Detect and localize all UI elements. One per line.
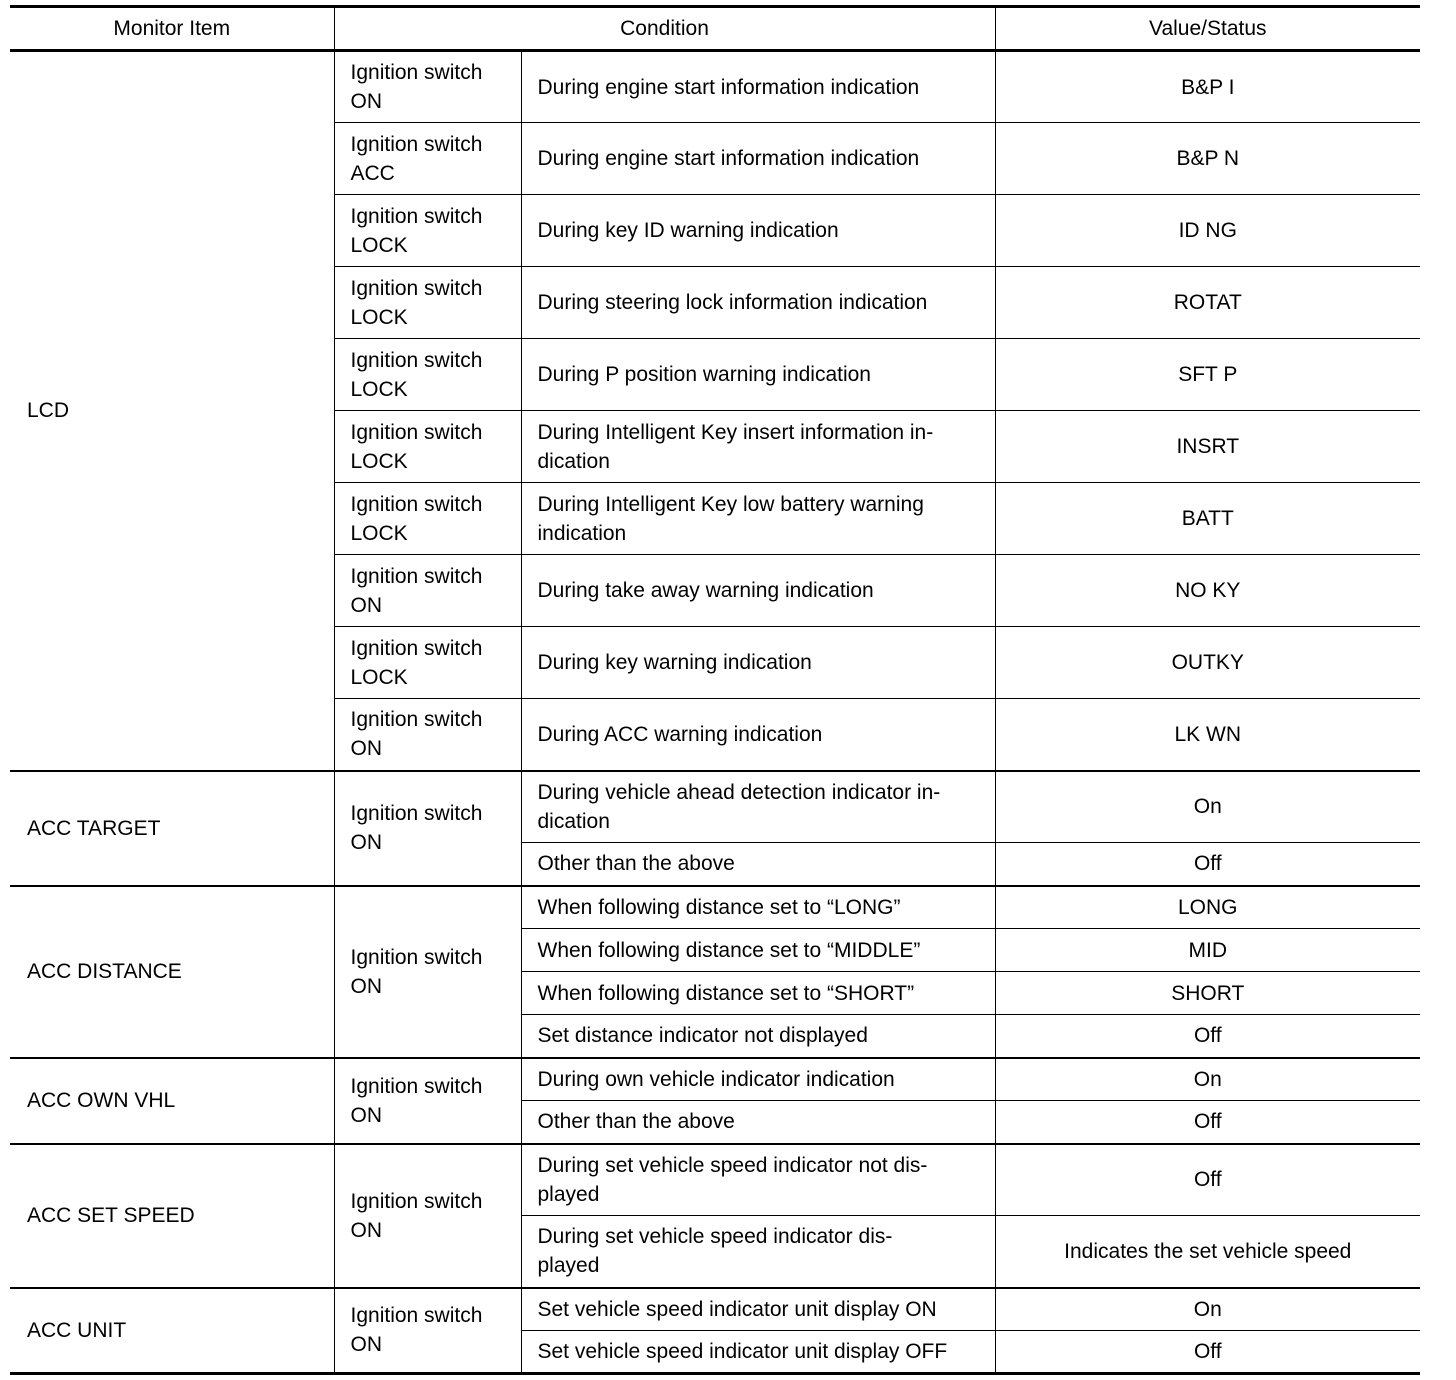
value-cell: SHORT	[995, 972, 1420, 1015]
header-value-status: Value/Status	[995, 7, 1420, 51]
condition-cell: When following distance set to “LONG”	[521, 886, 995, 929]
condition-cell: During key warning indication	[521, 627, 995, 699]
condition-cell: During set vehicle speed indicator not dis- played	[521, 1144, 995, 1216]
value-cell: On	[995, 771, 1420, 843]
condition-cell: When following distance set to “MIDDLE”	[521, 929, 995, 972]
condition-cell: Other than the above	[521, 843, 995, 886]
header-row	[10, 7, 1420, 51]
ignition-switch-cell: Ignition switch LOCK	[334, 195, 521, 267]
ignition-switch-cell: Ignition switch LOCK	[334, 627, 521, 699]
value-cell: SFT P	[995, 339, 1420, 411]
ignition-switch-cell: Ignition switch LOCK	[334, 411, 521, 483]
value-cell: Off	[995, 1331, 1420, 1374]
monitor-item-cell: ACC OWN VHL	[10, 1058, 334, 1144]
condition-cell: During engine start information indication	[521, 123, 995, 195]
condition-cell: During steering lock information indication	[521, 267, 995, 339]
value-cell: On	[995, 1288, 1420, 1331]
monitor-item-cell: ACC UNIT	[10, 1288, 334, 1374]
ignition-switch-cell: Ignition switch LOCK	[334, 267, 521, 339]
value-cell: NO KY	[995, 555, 1420, 627]
table-row	[10, 51, 1420, 123]
condition-cell: During vehicle ahead detection indicator in- dication	[521, 771, 995, 843]
ignition-switch-cell: Ignition switch LOCK	[334, 339, 521, 411]
ignition-switch-cell: Ignition switch ON	[334, 1288, 521, 1374]
ignition-switch-cell: Ignition switch ON	[334, 555, 521, 627]
table-row	[10, 1144, 1420, 1216]
monitor-item-cell: ACC DISTANCE	[10, 886, 334, 1058]
ignition-switch-cell: Ignition switch LOCK	[334, 483, 521, 555]
value-cell: BATT	[995, 483, 1420, 555]
value-cell: MID	[995, 929, 1420, 972]
value-cell: B&P N	[995, 123, 1420, 195]
condition-cell: During set vehicle speed indicator dis- played	[521, 1216, 995, 1288]
header-monitor-item: Monitor Item	[10, 7, 334, 51]
condition-cell: During P position warning indication	[521, 339, 995, 411]
value-cell: Off	[995, 1144, 1420, 1216]
monitor-item-table	[10, 5, 1420, 1375]
value-cell: LK WN	[995, 699, 1420, 771]
condition-cell: When following distance set to “SHORT”	[521, 972, 995, 1015]
condition-cell: Other than the above	[521, 1101, 995, 1144]
ignition-switch-cell: Ignition switch ON	[334, 886, 521, 1058]
condition-cell: Set vehicle speed indicator unit display OFF	[521, 1331, 995, 1374]
value-cell: ID NG	[995, 195, 1420, 267]
monitor-item-cell: ACC TARGET	[10, 771, 334, 886]
ignition-switch-cell: Ignition switch ACC	[334, 123, 521, 195]
table-row	[10, 1288, 1420, 1331]
condition-cell: Set distance indicator not displayed	[521, 1015, 995, 1058]
condition-cell: During take away warning indication	[521, 555, 995, 627]
condition-cell: During ACC warning indication	[521, 699, 995, 771]
condition-cell: During key ID warning indication	[521, 195, 995, 267]
value-cell: Off	[995, 1101, 1420, 1144]
ignition-switch-cell: Ignition switch ON	[334, 699, 521, 771]
ignition-switch-cell: Ignition switch ON	[334, 771, 521, 886]
value-cell: B&P I	[995, 51, 1420, 123]
value-cell: OUTKY	[995, 627, 1420, 699]
value-cell: ROTAT	[995, 267, 1420, 339]
condition-cell: Set vehicle speed indicator unit display ON	[521, 1288, 995, 1331]
value-cell: INSRT	[995, 411, 1420, 483]
table-row	[10, 886, 1420, 929]
condition-cell: During engine start information indication	[521, 51, 995, 123]
monitor-item-cell: ACC SET SPEED	[10, 1144, 334, 1288]
ignition-switch-cell: Ignition switch ON	[334, 51, 521, 123]
condition-cell: During own vehicle indicator indication	[521, 1058, 995, 1101]
table-row	[10, 1058, 1420, 1101]
condition-cell: During Intelligent Key insert information in- dication	[521, 411, 995, 483]
value-cell: Off	[995, 1015, 1420, 1058]
condition-cell: During Intelligent Key low battery warning indication	[521, 483, 995, 555]
value-cell: LONG	[995, 886, 1420, 929]
value-cell: Indicates the set vehicle speed	[995, 1216, 1420, 1288]
header-condition: Condition	[334, 7, 995, 51]
ignition-switch-cell: Ignition switch ON	[334, 1058, 521, 1144]
table-row	[10, 771, 1420, 843]
ignition-switch-cell: Ignition switch ON	[334, 1144, 521, 1288]
monitor-item-cell: LCD	[10, 51, 334, 771]
value-cell: On	[995, 1058, 1420, 1101]
value-cell: Off	[995, 843, 1420, 886]
